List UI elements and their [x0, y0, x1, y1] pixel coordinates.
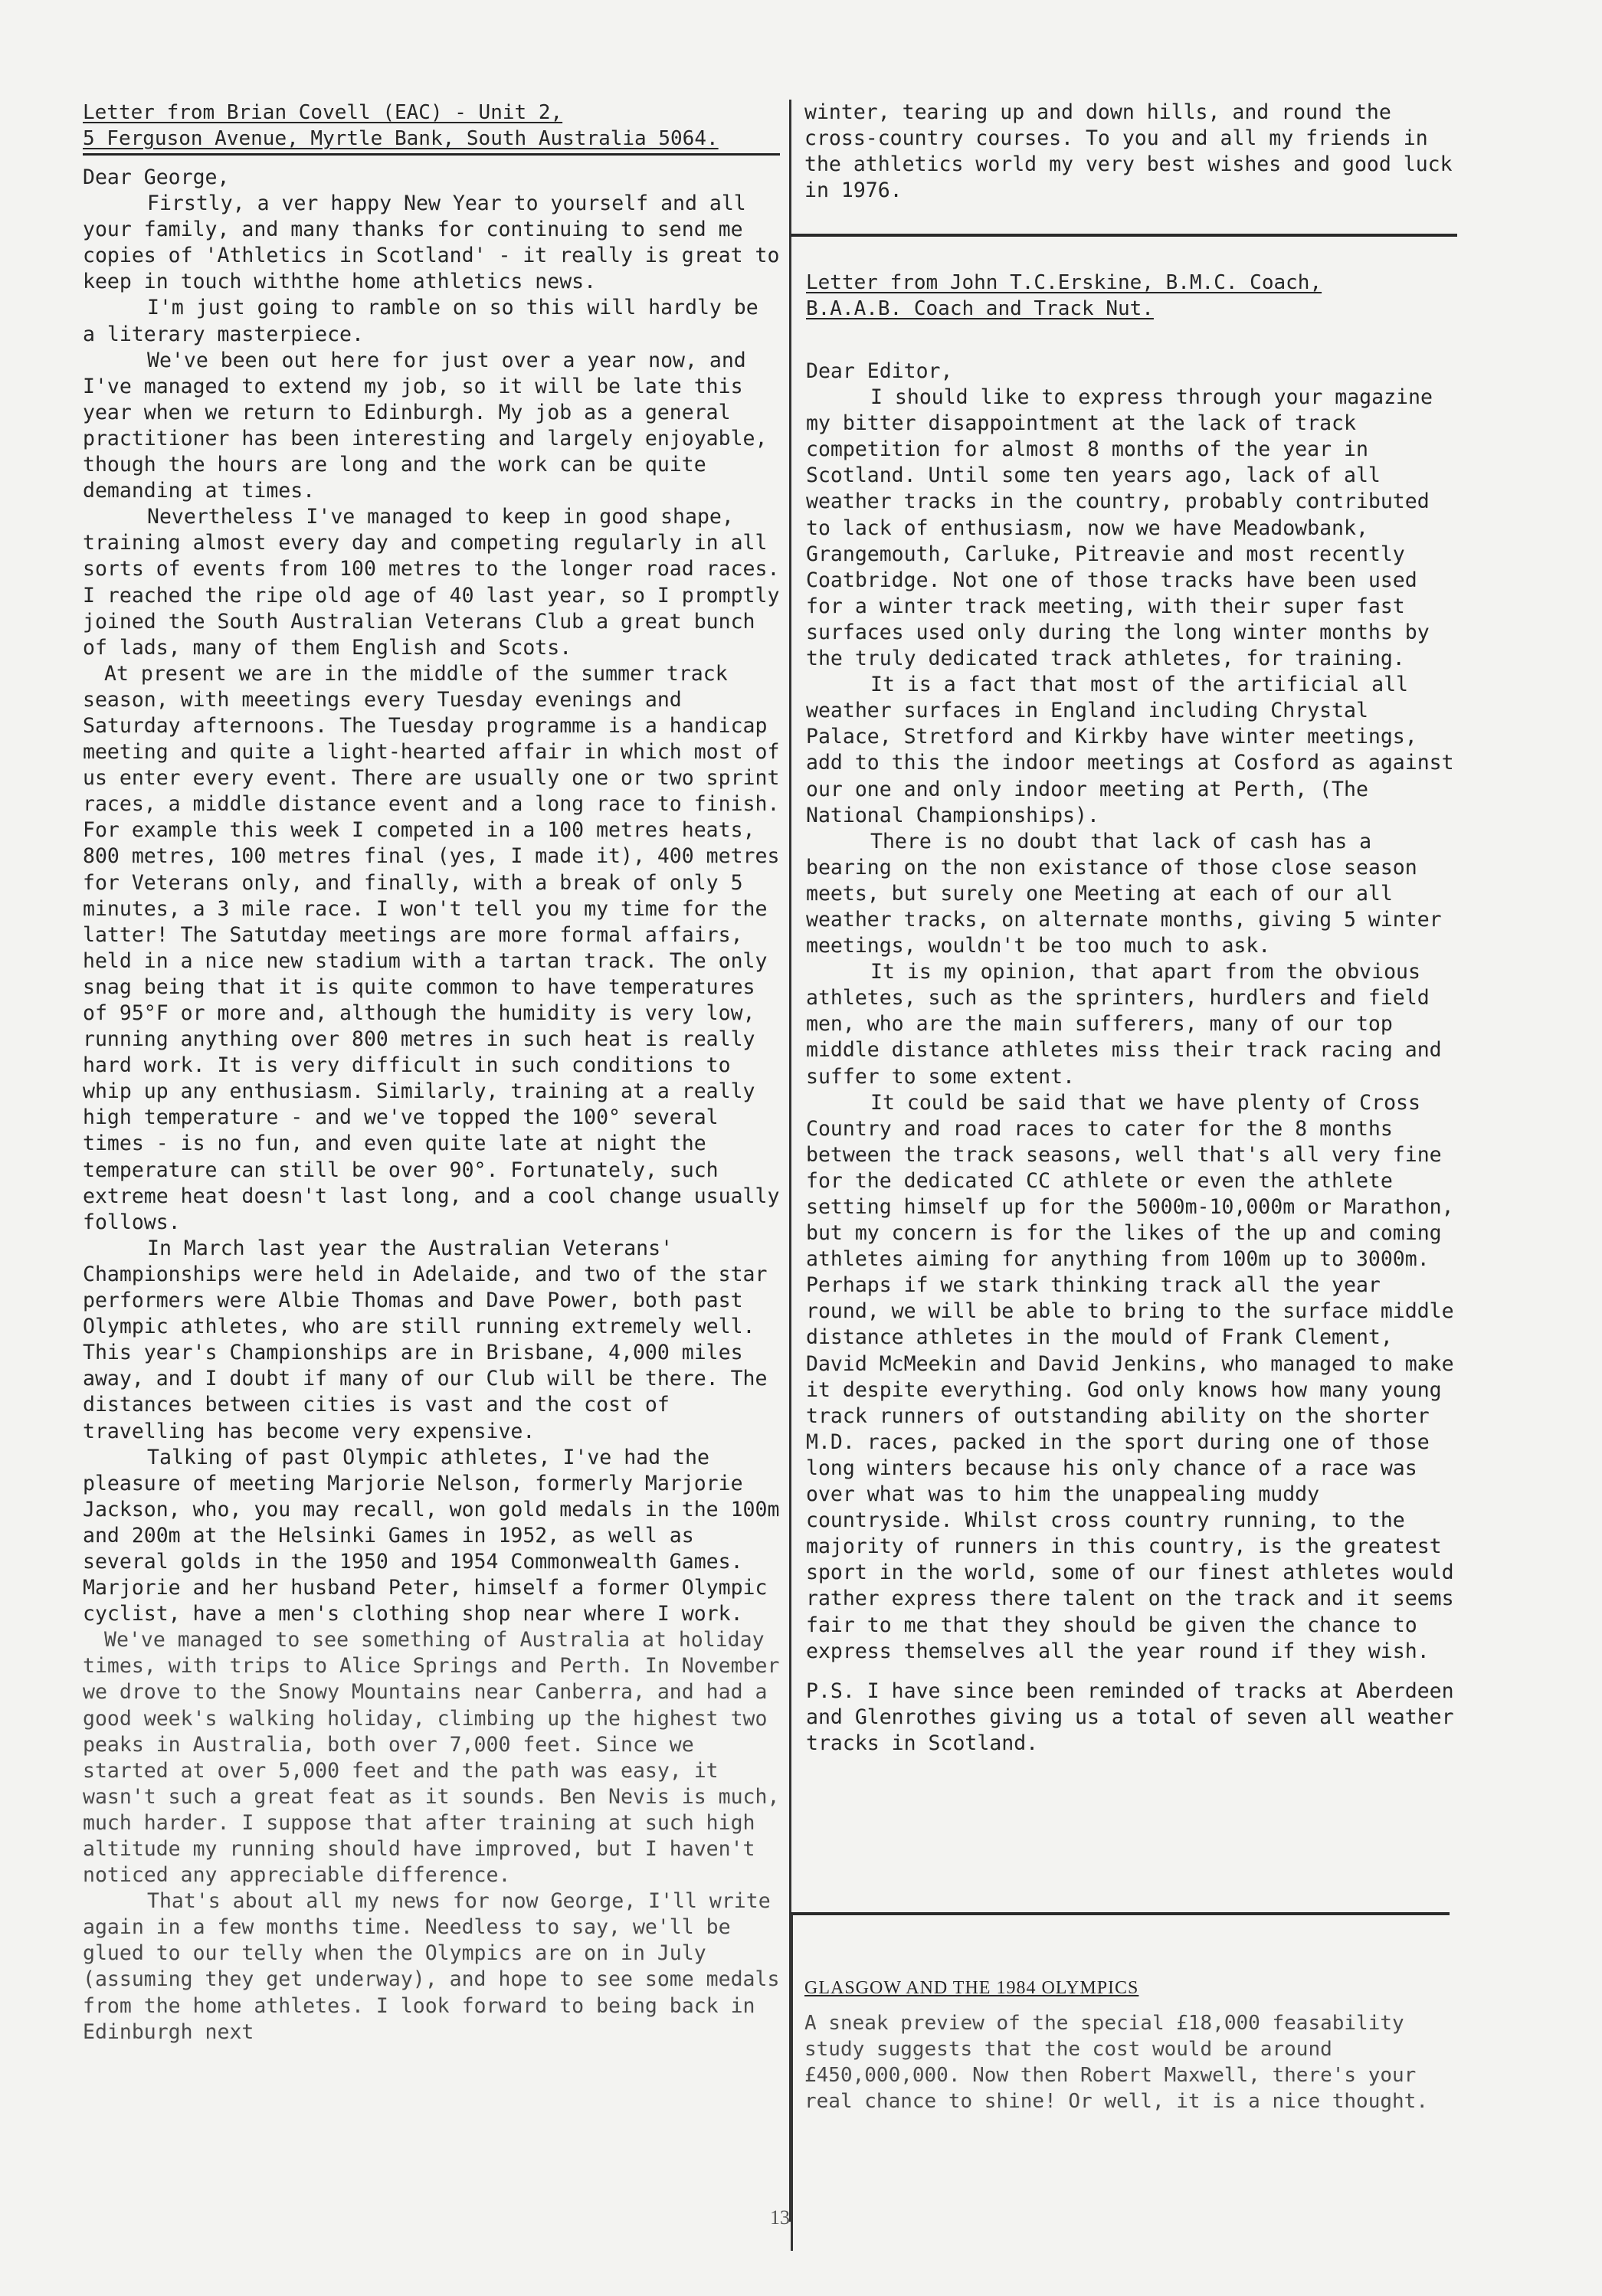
section-divider [791, 1912, 1450, 1915]
box-left-edge [791, 1914, 793, 2251]
letter1-heading-rule [83, 153, 780, 156]
letter1-paragraph: Talking of past Olympic athletes, I've had the pleasure of meeting Marjorie Nelson, formerly Marjorie Jackson, who, you may recall, won gold medals in the 100m and 200m at the Helsinki Games in 1952, as well as several golds in the 1950 and 1954 Commonwealth Games. Marjorie and her husband Peter, himself a former Olympic cyclist, have a men's clothing shop near where I work. [83, 1445, 780, 1626]
letter2-paragraph: I should like to express through your magazine my bitter disappointment at the lack of track competition for almost 8 months of the year in Scotland. Until some ten years ago, lack of all weather tracks in the country, probably contributed to lack of enthusiasm, now we have Meadowbank, Grangemouth, Carluke, Pitreavie and most recently Coatbridge. Not one of those tracks have been used for a winter track meeting, with their super fast surfaces used only during the long winter months by the truly dedicated track athletes, for training. [806, 385, 1433, 671]
letter1-paragraph: Nevertheless I've managed to keep in good shape, training almost every day and competing regularly in all sorts of events from 100 metres to the longer road races. I reached the ripe old age of 40 last year, so I promptly joined the South Australian Veterans Club a great bunch of lads, many of them English and Scots. [83, 505, 780, 660]
letter2-salutation: Dear Editor, [806, 359, 953, 383]
letter1-paragraph: At present we are in the middle of the summer track season, with meeetings every Tuesday evenings and Saturday afternoons. The Tuesday programme is a handicap meeting and quite a light-hearted affair in which most of us enter every event. There are usually one or two sprint races, a middle distance event and a long race to finish. For example this week I competed in a 100 metres heats, 800 metres, 100 metres final (yes, I made it), 400 metres for Veterans only, and finally, with a break of only 5 minutes, a 3 mile race. I won't tell you my time for the latter! The Satutday meetings are more formal affairs, held in a nice new stadium with a tartan track. The only snag being that it is quite common to have temperatures of 95°F or more and, although the humidity is very low, running anything over 800 metres in such heat is really hard work. It is very difficult in such conditions to whip up any enthusiasm. Similarly, training at a really high temperature - and we've topped the 100° several times - is no fun, and even quite late at night the temperature can still be over 90°. Fortunately, such extreme heat doesn't last long, and a cool change usually follows. [83, 661, 780, 1234]
column-divider [789, 100, 791, 2222]
page-number: 13 [770, 2206, 790, 2229]
left-column [83, 100, 780, 2045]
letter1-heading-line1: Letter from Brian Covell (EAC) - Unit 2, [83, 101, 563, 124]
letter1-paragraph: In March last year the Australian Veterans' Championships were held in Adelaide, and two of the star performers were Albie Thomas and Dave Power, both past Olympic athletes, who are still running extremely well. This year's Championships are in Brisbane, 4,000 miles away, and I doubt if many of our Club will be there. The distances between cities is vast and the cost of travelling has become very expensive. [83, 1236, 768, 1443]
letter1-paragraph: I'm just going to ramble on so this will hardly be a literary masterpiece. [83, 296, 758, 346]
letter1-salutation: Dear George, [83, 165, 230, 189]
letter2-paragraph: It is my opinion, that apart from the obvious athletes, such as the sprinters, hurdlers and field men, who are the main sufferers, many of our top middle distance athletes miss their track racing and suffer to some extent. [806, 960, 1442, 1089]
letter1-paragraph: We've managed to see something of Australia at holiday times, with trips to Alice Springs and Perth. In November we drove to the Snowy Mountains near Canberra, and had a good week's walking holiday, climbing up the highest two peaks in Australia, both over 7,000 feet. Since we started at over 5,000 feet and the path was easy, it wasn't such a great feat as it sounds. Ben Nevis is much, much harder. I suppose that after training at such high altitude my running should have improved, but I haven't noticed any appreciable difference. [83, 1628, 780, 1888]
letter1-paragraph: That's about all my news for now George, I'll write again in a few months time. Needless to say, we'll be glued to our telly when the Olympics are on in July (assuming they get underway), and hope to see some medals from the home athletes. I look forward to being back in Edinburgh next [83, 1889, 780, 2044]
letter1-heading-line2: 5 Ferguson Avenue, Myrtle Bank, South Australia 5064. [83, 127, 719, 150]
letter2-postscript: P.S. I have since been reminded of tracks at Aberdeen and Glenrothes giving us a total of seven all weather tracks in Scotland. [806, 1679, 1454, 1755]
letter2-heading-line2: B.A.A.B. Coach and Track Nut. [806, 297, 1154, 320]
olympics-note-body: A sneak preview of the special £18,000 feasability study suggests that the cost would be around £450,000,000. Now then Robert Maxwell, there's your real chance to shine! Or well, it is a nice thought. [804, 2012, 1428, 2113]
letter2-heading-line1: Letter from John T.C.Erskine, B.M.C. Coach, [806, 271, 1322, 294]
letter1-paragraph: Firstly, a ver happy New Year to yourself and all your family, and many thanks for continuing to send me copies of 'Athletics in Scotland' - it really is great to keep in touch withthe home athletics news. [83, 192, 780, 294]
olympics-note [804, 1977, 1456, 2114]
letter2-paragraph: It could be said that we have plenty of Cross Country and road races to cater for the 8 months between the track seasons, well that's all very fine for the dedicated CC athlete or even the athlete setting himself up for the 5000m-10,000m or Marathon, but my concern is for the likes of the up and coming athletes aiming for anything from 100m up to 3000m. Perhaps if we stark thinking track all the year round, we will be able to bring to the surface middle distance athletes in the mould of Frank Clement, David McMeekin and David Jenkins, who managed to make it despite everything. God only knows how many young track runners of outstanding ability on the shorter M.D. races, packed in the sport during one of those long winters because his only chance of a race was over what was to him the unappealing muddy countryside. Whilst cross country running, to the majority of runners in this country, is the greatest sport in the world, some of our finest athletes would rather express there talent on the track and it seems fair to me that they should be given the chance to express themselves all the year round if they wish. [806, 1090, 1454, 1663]
letter1-continuation: winter, tearing up and down hills, and round the cross-country courses. To you and all my friends in the athletics world my very best wishes and good luck in 1976. [804, 100, 1453, 203]
right-column [804, 100, 1463, 204]
letter2 [806, 270, 1457, 1757]
letter2-paragraph: There is no doubt that lack of cash has a bearing on the non existance of those close season meets, but surely one Meeting at each of our all weather tracks, on alternate months, giving 5 winter meetings, wouldn't be too much to ask. [806, 829, 1442, 958]
letter2-paragraph: It is a fact that most of the artificial all weather surfaces in England including Chrystal Palace, Stretford and Kirkby have winter meetings, add to this the indoor meetings at Cosford as against our one and only indoor meeting at Perth, (The National Championships). [806, 673, 1454, 827]
section-divider [791, 234, 1457, 237]
olympics-note-title: GLASGOW AND THE 1984 OLYMPICS [804, 1978, 1139, 1998]
letter1-paragraph: We've been out here for just over a year now, and I've managed to extend my job, so it will be late this year when we return to Edinburgh. My job as a general practitioner has been interesting and largely enjoyable, though the hours are long and the work can be quite demanding at times. [83, 348, 768, 503]
